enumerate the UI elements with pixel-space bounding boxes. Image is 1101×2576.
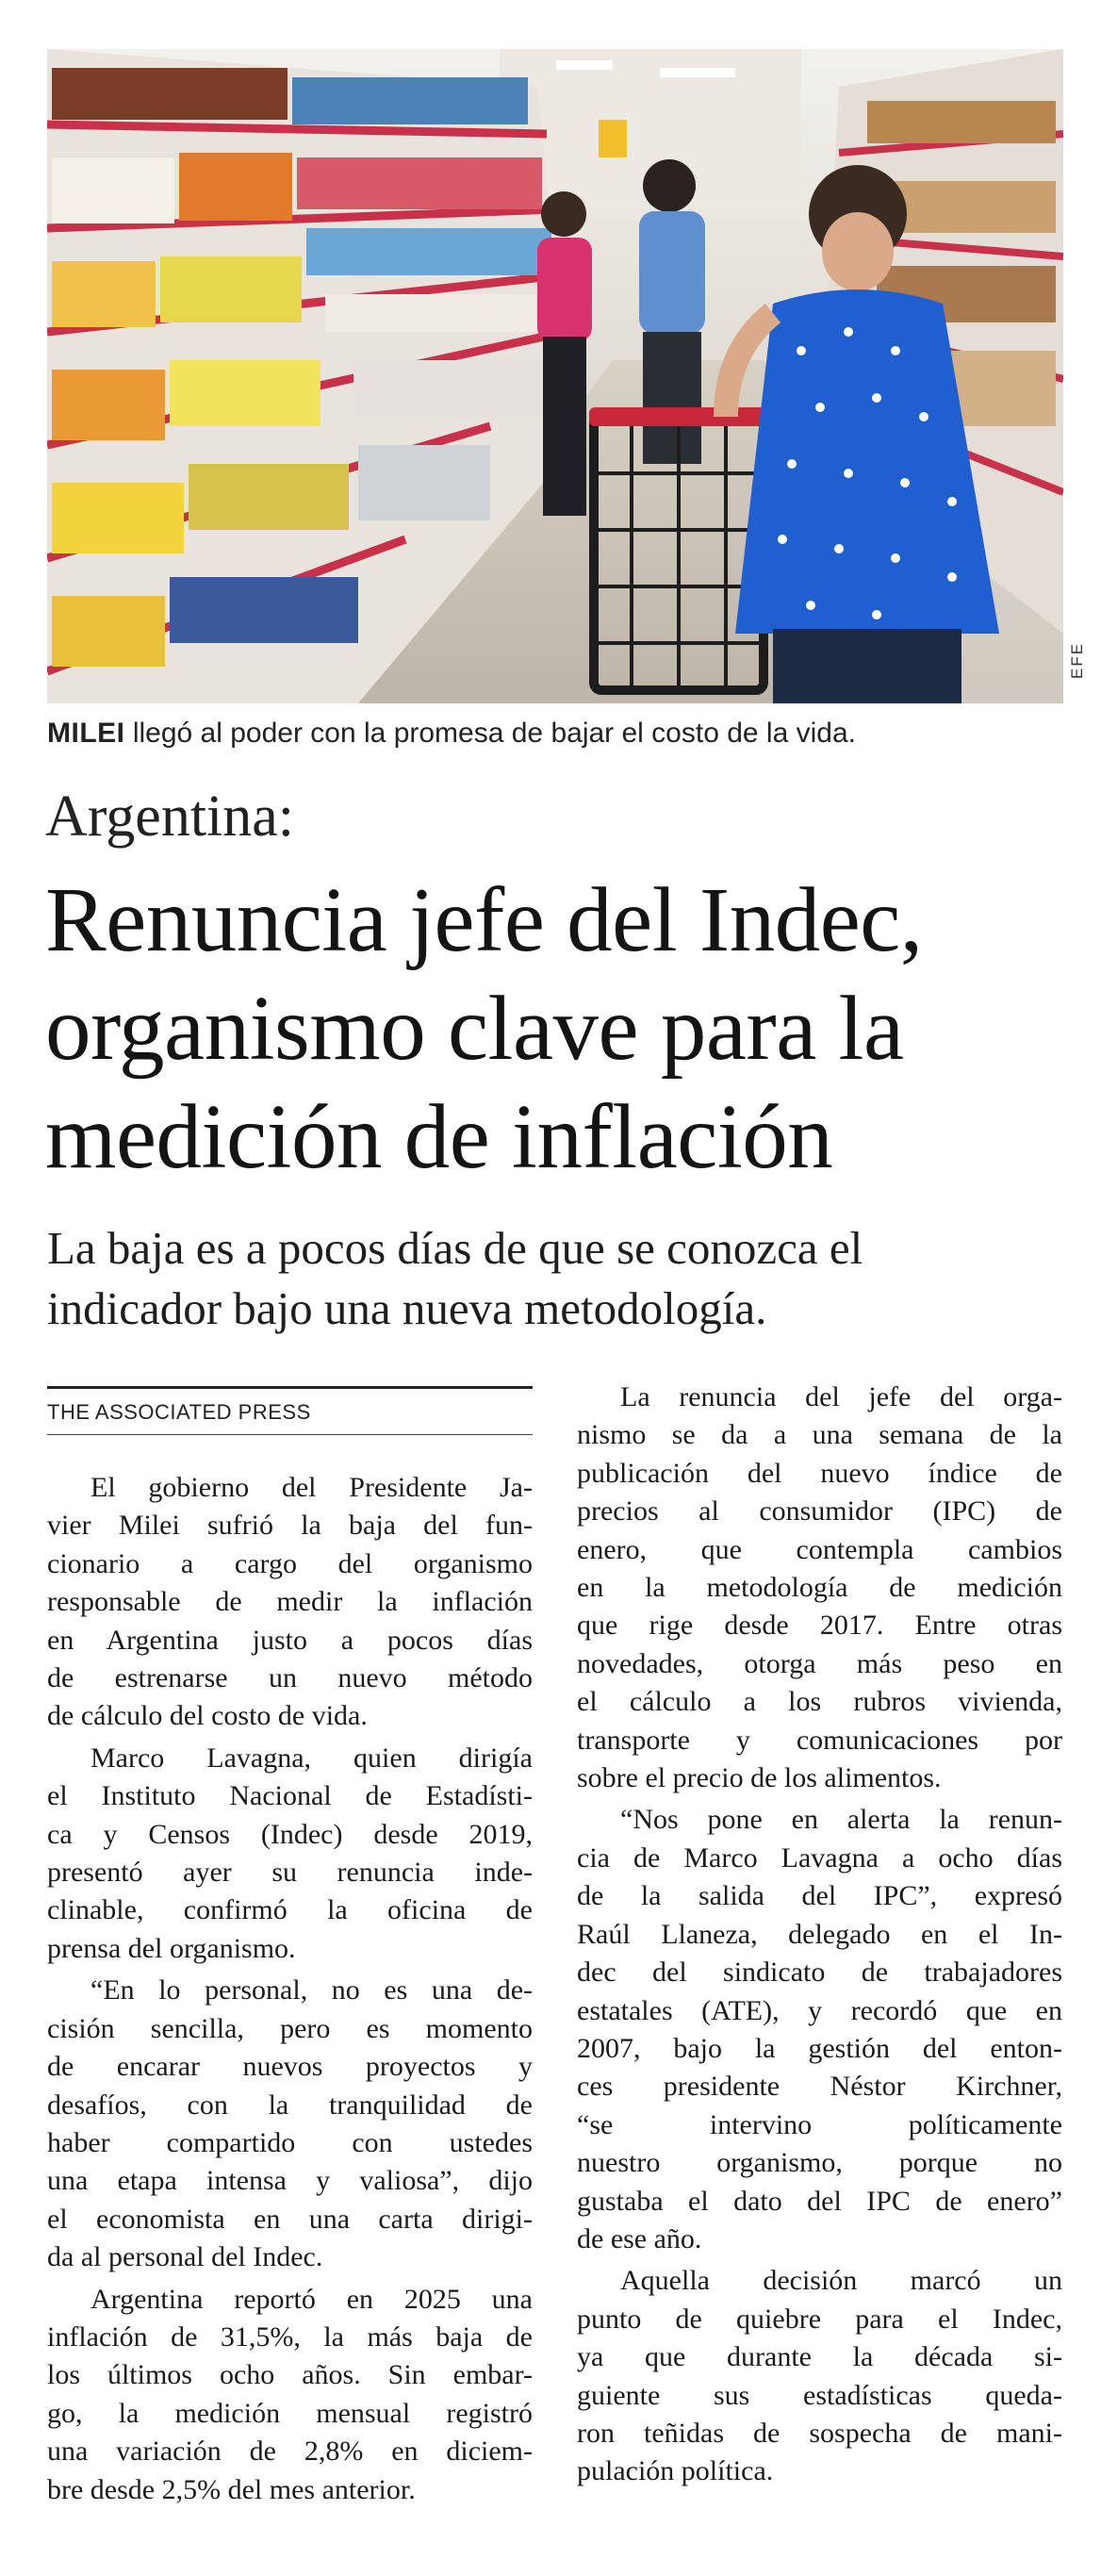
paragraph-line: en Argentina justo a pocos días [47,1624,533,1656]
photo-caption [47,715,1063,752]
paragraph-line: publicación del nuevo índice de [577,1457,1062,1489]
paragraph-line: Aquella decisión marcó un [620,2265,1062,2297]
paragraph-line: “Nos pone en alerta la renun- [620,1804,1062,1836]
right-column-body [577,1379,1062,2491]
paragraph-line: una etapa intensa y valiosa”, dijo [47,2165,533,2197]
article-paragraph [577,1801,1062,2258]
paragraph-line: de ese año. [577,2222,702,2254]
paragraph-line: que rige desde 2017. Entre otras [577,1610,1062,1642]
paragraph-line: da al personal del Indec. [47,2241,323,2273]
article-paragraph [577,2262,1062,2490]
article-paragraph [47,1740,533,1968]
paragraph-line: ya que durante la década si- [577,2341,1062,2373]
byline: THE ASSOCIATED PRESS [47,1398,533,1435]
paragraph-line: go, la medición mensual registró [47,2397,533,2429]
article-paragraph [47,1972,533,2276]
left-column-body [47,1469,533,2509]
article-paragraph [47,2281,533,2509]
byline-rule [47,1386,533,1389]
paragraph-line: responsable de medir la inflación [47,1586,533,1618]
paragraph-line: enero, que contempla cambios [577,1533,1062,1565]
kicker: Argentina: [45,784,295,849]
paragraph-line: vier Milei sufrió la baja del fun- [47,1510,533,1542]
paragraph-line: nuestro organismo, porque no [577,2147,1062,2179]
paragraph-line: “En lo personal, no es una de- [90,1974,533,2006]
article-column-right [577,1379,1062,2495]
paragraph-line: “se intervino políticamente [577,2108,1062,2140]
subhead-line: indicador bajo una nueva metodología. [47,1282,767,1334]
article-photo [47,49,1063,703]
paragraph-line: precios al consumidor (IPC) de [577,1495,1062,1527]
paragraph-line: de estrenarse un nuevo método [47,1662,533,1694]
paragraph-line: estatales (ATE), y recordó que en [577,1994,1062,2026]
headline-line: Renuncia jefe del Indec, [45,869,923,970]
paragraph-line: desafíos, con la tranquilidad de [47,2089,533,2121]
paragraph-line: sobre el precio de los alimentos. [577,1762,942,1794]
article-paragraph [47,1469,533,1736]
paragraph-line: dec del sindicato de trabajadores [577,1957,1062,1989]
paragraph-line: de encarar nuevos proyectos y [47,2051,533,2083]
paragraph-line: el economista en una carta dirigi- [47,2203,533,2235]
paragraph-line: ces presidente Néstor Kirchner, [577,2071,1062,2103]
subhead-line: La baja es a pocos días de que se conozca el [47,1222,863,1274]
subheadline [47,1218,1065,1339]
article-column-left [47,1386,533,2513]
paragraph-line: nismo se da a una semana de la [577,1419,1062,1451]
paragraph-line: ron teñidas de sospecha de mani- [577,2417,1062,2449]
paragraph-line: cionario a cargo del organismo [47,1547,533,1579]
photo-credit: EFE [1068,641,1086,679]
paragraph-line: haber compartido con ustedes [47,2126,533,2158]
paragraph-line: pulación política. [577,2455,774,2487]
paragraph-line: cisión sencilla, pero es momento [47,2012,533,2044]
paragraph-line: los últimos ocho años. Sin embar- [47,2359,533,2391]
paragraph-line: Marco Lavagna, quien dirigía [90,1742,533,1774]
paragraph-line: Raúl Llaneza, delegado en el In- [577,1918,1062,1950]
paragraph-line: ca y Censos (Indec) desde 2019, [47,1818,533,1850]
paragraph-line: en la metodología de medición [577,1572,1062,1604]
caption-lead: MILEI [47,718,125,749]
paragraph-line: de la salida del IPC”, expresó [577,1880,1062,1912]
paragraph-line: el cálculo a los rubros vivienda, [577,1686,1062,1718]
paragraph-line: cia de Marco Lavagna a ocho días [577,1841,1062,1874]
paragraph-line: de cálculo del costo de vida. [47,1700,368,1732]
paragraph-line: novedades, otorga más peso en [577,1647,1062,1679]
headline [45,866,1073,1191]
headline-line: medición de inflación [45,1086,833,1187]
paragraph-line: una variación de 2,8% en diciem- [47,2436,533,2468]
paragraph-line: guiente sus estadísticas queda- [577,2379,1062,2411]
paragraph-line: gustaba el dato del IPC de enero” [577,2185,1062,2217]
paragraph-line: bre desde 2,5% del mes anterior. [47,2473,416,2505]
headline-line: organismo clave para la [45,978,904,1079]
paragraph-line: el Instituto Nacional de Estadísti- [47,1780,533,1812]
paragraph-line: inflación de 31,5%, la más baja de [47,2320,533,2353]
paragraph-line: presentó ayer su renuncia inde- [47,1857,533,1889]
paragraph-line: 2007, bajo la gestión del enton- [577,2032,1062,2064]
paragraph-line: transporte y comunicaciones por [577,1724,1062,1756]
paragraph-line: punto de quiebre para el Indec, [577,2303,1062,2335]
paragraph-line: clinable, confirmó la oficina de [47,1894,533,1926]
article-paragraph [577,1379,1062,1797]
caption-text: llegó al poder con la promesa de bajar el costo de la vida. [124,718,856,749]
supermarket-aisle-illustration [47,49,1063,703]
paragraph-line: Argentina reportó en 2025 una [90,2283,533,2315]
paragraph-line: El gobierno del Presidente Ja- [90,1472,533,1503]
paragraph-line: prensa del organismo. [47,1932,296,1964]
paragraph-line: La renuncia del jefe del orga- [620,1381,1062,1412]
